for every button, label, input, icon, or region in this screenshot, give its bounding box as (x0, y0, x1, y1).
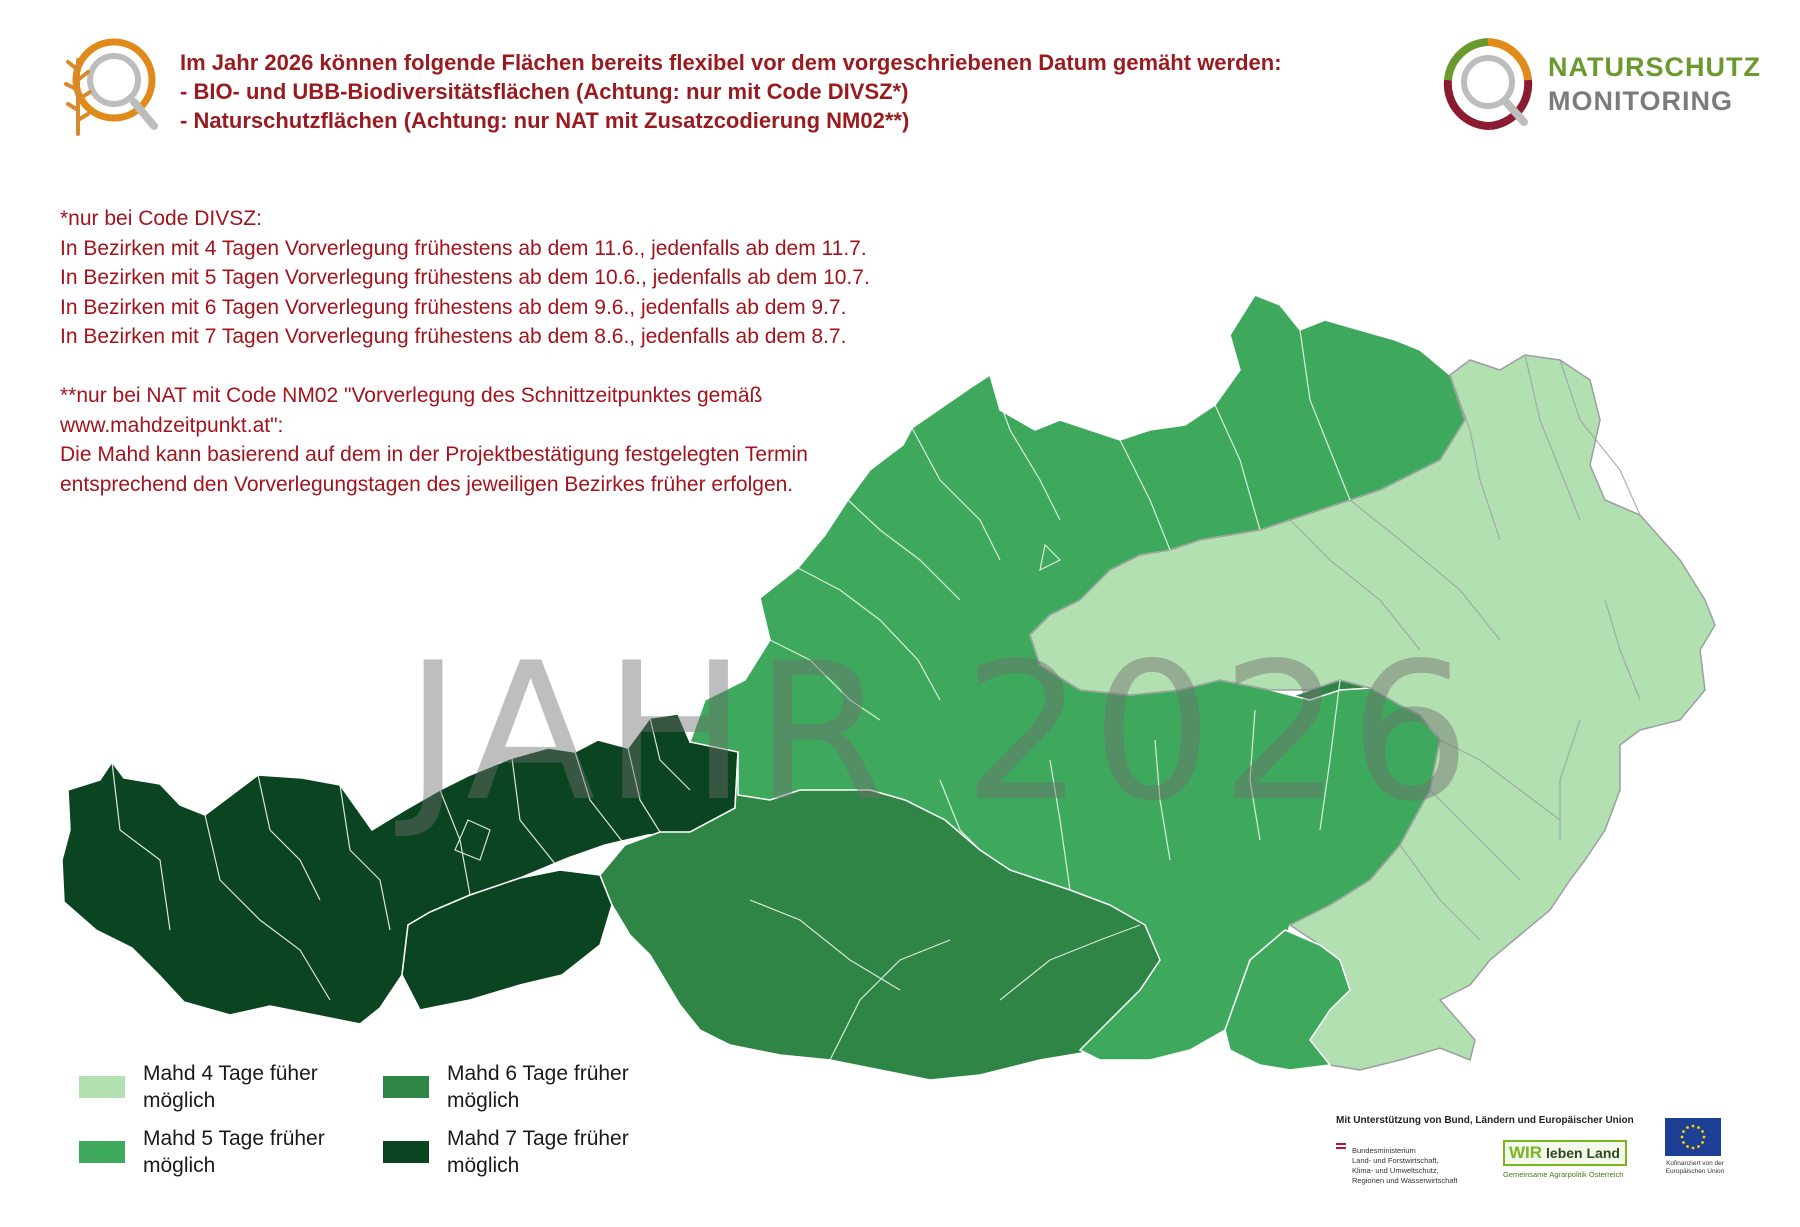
legend-item-7-days (383, 1125, 657, 1179)
wir-subtitle: Gemeinsame Agrarpolitik Österreich (1503, 1170, 1624, 1179)
eu-star (1686, 1145, 1689, 1148)
note-nat-link: www.mahdzeitpunkt.at": (60, 413, 284, 437)
legend-label-5-days: Mahd 5 Tage früher möglich (143, 1127, 325, 1177)
legend-label-6-days: Mahd 6 Tage früher möglich (447, 1062, 629, 1112)
legend-swatch-7-days (383, 1141, 429, 1163)
eu-star (1681, 1136, 1684, 1139)
notes-block (60, 204, 960, 499)
wir-label: WIR (1509, 1143, 1543, 1162)
note-nat-text-1: Die Mahd kann basierend auf dem in der Projektbestätigung festgelegten Termin (60, 443, 808, 466)
eu-star (1701, 1141, 1704, 1144)
wir-leben-land-logo (1503, 1140, 1627, 1166)
legend-item-4-days (79, 1060, 353, 1114)
legend-item-6-days (383, 1060, 657, 1114)
eu-star (1692, 1125, 1695, 1128)
legend-swatch-6-days (383, 1076, 429, 1098)
legend-item-5-days (79, 1125, 353, 1179)
note-divsz-4-days: In Bezirken mit 4 Tagen Vorverlegung frühestens ab dem 11.6., jedenfalls ab dem 11.7. (60, 236, 867, 260)
eu-star (1697, 1145, 1700, 1148)
note-nat-title: **nur bei NAT mit Code NM02 "Vorverlegung des Schnittzeitpunktes gemäß (60, 384, 763, 407)
sponsor-title: Mit Unterstützung von Bund, Ländern und Europäischer Union (1336, 1115, 1634, 1126)
note-divsz-title: *nur bei Code DIVSZ: (60, 207, 262, 230)
eu-flag-icon (1665, 1118, 1721, 1156)
note-nat-text-2: entsprechend den Vorverlegungstagen des jeweiligen Bezirkes früher erfolgen. (60, 472, 794, 496)
legend-swatch-4-days (79, 1076, 125, 1098)
brand-line-2: MONITORING (1548, 86, 1733, 116)
ministry-text: Bundesministerium Land- und Forstwirtschaft, Klima- und Umweltschutz, Regionen und Wasserwirtschaft (1352, 1146, 1458, 1185)
eu-star (1701, 1130, 1704, 1133)
eu-star (1703, 1136, 1706, 1139)
header-text (180, 48, 1420, 135)
note-divsz-7-days: In Bezirken mit 7 Tagen Vorverlegung frühestens ab dem 8.6., jedenfalls ab dem 8.7. (60, 325, 847, 348)
brand-wordmark (1548, 50, 1761, 118)
legend-label-4-days: Mahd 4 Tage füher möglich (143, 1062, 318, 1112)
header-line-3: - Naturschutzflächen (Achtung: nur NAT mit Zusatzcodierung NM02**) (180, 108, 910, 133)
note-divsz-5-days: In Bezirken mit 5 Tagen Vorverlegung frühestens ab dem 10.6., jedenfalls ab dem 10.7. (60, 266, 870, 289)
ministry-logo (1336, 1136, 1476, 1186)
legend-label-7-days: Mahd 7 Tage früher möglich (447, 1127, 629, 1177)
note-divsz-6-days: In Bezirken mit 6 Tagen Vorverlegung frühestens ab dem 9.6., jedenfalls ab dem 9.7. (60, 295, 847, 319)
year-watermark: JAHR 2026 (405, 622, 1479, 843)
header-line-2: - BIO- und UBB-Biodiversitätsflächen (Achtung: nur mit Code DIVSZ*) (180, 79, 909, 104)
austria-flag-icon (1336, 1143, 1346, 1149)
eu-star (1697, 1126, 1700, 1129)
eu-star (1682, 1130, 1685, 1133)
eu-star (1692, 1147, 1695, 1150)
naturschutz-logo-left (58, 30, 168, 140)
eu-star (1682, 1141, 1685, 1144)
header-line-1: Im Jahr 2026 können folgende Flächen bereits flexibel vor dem vorgeschriebenen Datum gemäht werden: (180, 50, 1282, 75)
leben-land-label: leben Land (1546, 1145, 1620, 1161)
brand-line-1: NATURSCHUTZ (1548, 52, 1761, 82)
eu-star (1686, 1126, 1689, 1129)
eu-cofinanced-text: Kofinanziert von der Europäischen Union (1665, 1160, 1725, 1175)
legend-swatch-5-days (79, 1141, 125, 1163)
